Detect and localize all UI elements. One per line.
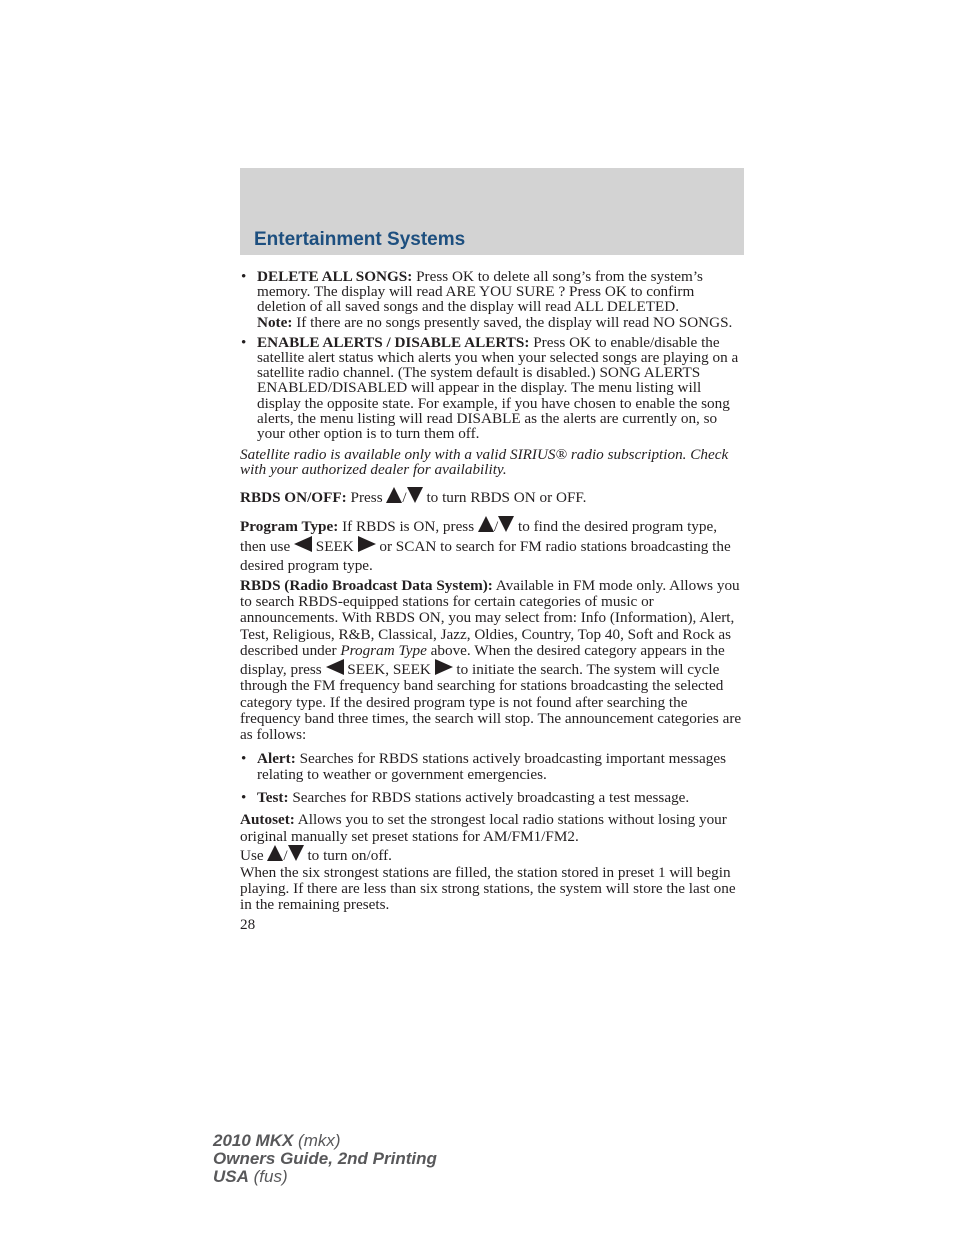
page-number: 28 [240,915,256,933]
bullet-alert [240,751,746,783]
bullet-term: Test: [257,788,289,806]
program-type-reference: Program Type [340,641,427,659]
section-title: Entertainment Systems [254,229,466,250]
rbds-system-term: RBDS (Radio Broadcast Data System): [240,576,493,594]
rbds-onoff-paragraph: RBDS ON/OFF: Press / to turn RBDS ON or OFF. [240,488,587,506]
footer-guide-line: Owners Guide, 2nd Printing [213,1149,437,1168]
down-arrow-icon [407,487,423,503]
down-arrow-icon [498,516,514,532]
up-arrow-icon [478,516,494,532]
seek-left-arrow-icon [294,536,312,552]
seek-left-arrow-icon [326,659,344,675]
footer-region-line: USA (fus) [213,1167,288,1186]
bullet-term: Alert: [257,749,296,767]
satellite-note: Satellite radio is available only with a valid SIRIUS® radio subscription. Check with your authorized dealer for availability. [240,446,729,479]
page-body [240,269,746,932]
document-footer [213,1132,437,1186]
bullet-delete-all-songs [240,269,746,330]
bullet-test [240,790,746,805]
down-arrow-icon [288,845,304,861]
note-label: Note: [257,313,293,331]
bullet-term: ENABLE ALERTS / DISABLE ALERTS: [257,333,530,351]
rbds-system-paragraph: RBDS (Radio Broadcast Data System): Available in FM mode only. Allows you to search RBDS-equipped stations for certain categories of music or announcements. With RBDS ON, you may select from: Info (Information), Alert, Test, Religious, R&B, Classical, Jazz, Oldies, Country, Top 40, Soft and Rock as described under Program Type above. When the desired category appears in the display, press SEEK, SEEK to initiate the search. The system will cycle through the FM frequency band searching for stations broadcasting the selected category type. If the desired program type is not found after searching the frequency band three times, the search will stop. The announcement categories are as follows: [240,576,742,744]
autoset-term: Autoset: [240,810,295,828]
autoset-detail-paragraph: When the six strongest stations are filled, the station stored in preset 1 will begin playing. If there are less than six strong stations, the system will store the last one in the remaining presets. [240,863,736,914]
bullet-text: Searches for RBDS stations actively broadcasting a test message. [288,788,690,806]
bullet-text: Press OK to delete all song’s from the system’s memory. The display will read ARE YOU SURE ? Press OK to confirm deletion of all saved songs and the display will read ALL DELETED. [257,268,703,316]
bullet-text: Press OK to enable/disable the satellite alert status which alerts you when your selected songs are playing on a satellite radio channel. (The system default is disabled.) SONG ALERTS ENABLED/DISABLED will appear in the display. The menu listing will display the opposite state. For example, if you have chosen to enable the song alerts, the menu listing will read DISABLE as the alerts are currently on, so your other option is to turn them off. [257,333,739,443]
note-text: If there are no songs presently saved, the display will read NO SONGS. [292,313,733,331]
program-type-paragraph: Program Type: If RBDS is ON, press / to find the desired program type, then use SEEK or SCAN to search for FM radio stations broadcasting the desired program type. [240,517,731,574]
footer-model-line: 2010 MKX (mkx) [213,1131,341,1150]
program-type-term: Program Type: [240,517,339,535]
bullet-enable-alerts [240,335,746,441]
seek-right-arrow-icon [435,659,453,675]
up-arrow-icon [267,845,283,861]
up-arrow-icon [386,487,402,503]
seek-right-arrow-icon [358,536,376,552]
bullet-term: DELETE ALL SONGS: [257,268,413,285]
autoset-paragraph: Autoset: Allows you to set the strongest local radio stations without losing your original manually set preset stations for AM/FM1/FM2. Use / to turn on/off. [240,810,727,864]
bullet-text: Searches for RBDS stations actively broadcasting important messages relating to weather or government emergencies. [257,749,727,783]
rbds-onoff-term: RBDS ON/OFF: [240,488,347,506]
section-header [240,168,744,255]
